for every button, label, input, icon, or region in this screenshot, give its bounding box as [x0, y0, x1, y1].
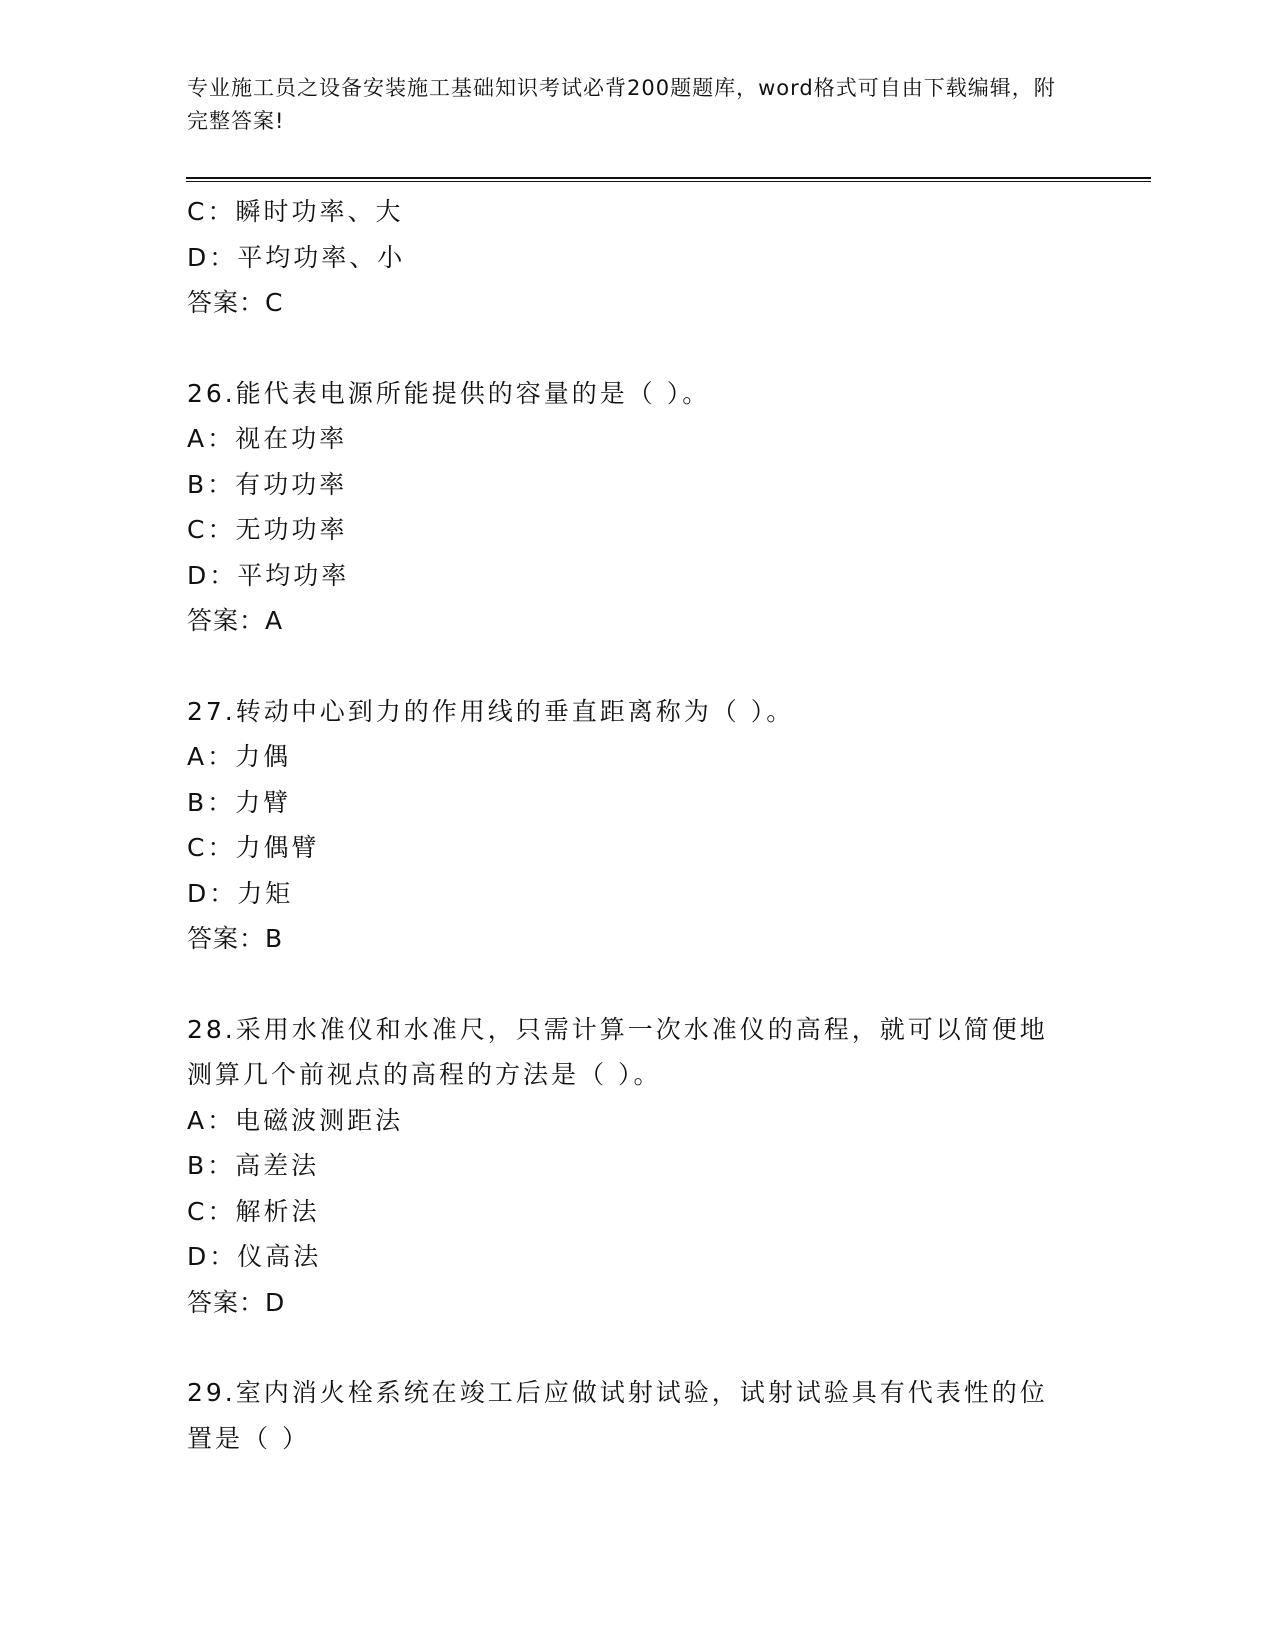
option-d: D：平均功率、小 — [187, 242, 406, 272]
question-text: 29.室内消火栓系统在竣工后应做试射试验，试射试验具有代表性的位置是（ ） — [187, 1378, 1048, 1453]
answer-line: 答案：D — [187, 1287, 286, 1317]
question-text: 27.转动中心到力的作用线的垂直距离称为（ ）。 — [187, 696, 795, 726]
option-b: B：高差法 — [187, 1151, 320, 1180]
document-header: 专业施工员之设备安装施工基础知识考试必背200题题库，word格式可自由下载编辑，附完整答案! — [187, 76, 1056, 133]
option-c: C：瞬时功率、大 — [187, 197, 404, 226]
option-c: C：解析法 — [187, 1196, 320, 1226]
option-a: A：力偶 — [187, 742, 292, 771]
option-a: A：电磁波测距法 — [187, 1105, 404, 1135]
answer-line: 答案：B — [187, 924, 284, 953]
option-c: C：无功功率 — [187, 515, 348, 544]
option-a: A：视在功率 — [187, 424, 348, 453]
option-d: D：平均功率 — [187, 560, 350, 590]
option-d: D：仪高法 — [187, 1242, 322, 1271]
question-text: 26.能代表电源所能提供的容量的是（ ）。 — [187, 378, 711, 408]
question-fragment — [187, 189, 1087, 326]
question-29 — [187, 1370, 1087, 1461]
option-c: C：力偶臂 — [187, 833, 320, 862]
question-28 — [187, 1007, 1087, 1326]
answer-line: 答案：C — [187, 288, 284, 317]
option-d: D：力矩 — [187, 878, 294, 908]
answer-line: 答案：A — [187, 606, 284, 635]
question-27 — [187, 689, 1087, 962]
option-b: B：有功功率 — [187, 469, 348, 499]
option-b: B：力臂 — [187, 787, 292, 817]
question-26 — [187, 371, 1087, 644]
document-body — [187, 189, 1087, 1461]
question-text: 28.采用水准仪和水准尺，只需计算一次水准仪的高程，就可以简便地测算几个前视点的高程的方法是（ ）。 — [187, 1014, 1048, 1089]
header-divider — [186, 177, 1151, 182]
